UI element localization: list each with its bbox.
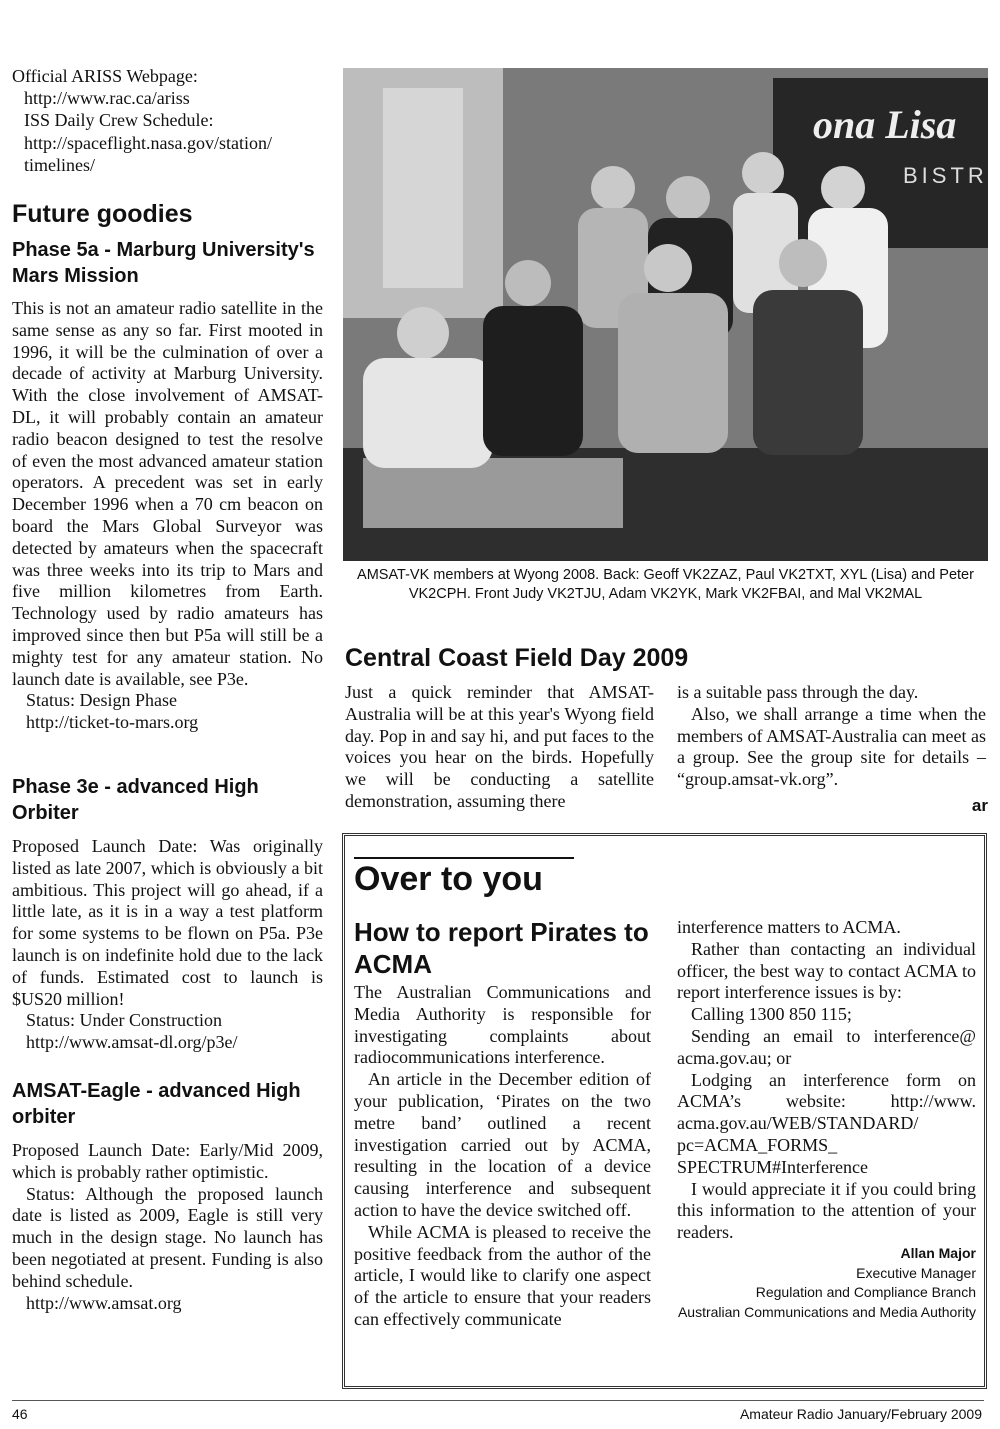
signature-org: Australian Communications and Media Authority: [677, 1303, 976, 1320]
footer-rule: [12, 1400, 984, 1401]
article-end-mark: ar: [971, 796, 988, 815]
eagle-url: http://www.amsat.org: [26, 1292, 182, 1313]
field-day-col2-b: Also, we shall arrange a time when the members of AMSAT-Australia can meet as a group. See the group site for details – “group.amsat-vk.org”.: [677, 703, 986, 790]
pirates-col1: [354, 982, 651, 1331]
pirates-c2-p0: interference matters to ACMA.: [677, 917, 901, 937]
pirates-c2-p4: Lodging an interference form on ACMA’s website: http://www. acma.gov.au/WEB/STANDARD/ pc=ACMA_FORMS_ SPECTRUM#Interference: [677, 1069, 976, 1177]
phase3e-body: Proposed Launch Date: Was originally listed as late 2007, which is obviously a bit ambitious. This project will go ahead, if a little late, as it is in a way a test platform for some systems to be flown on P5a. P3e launch is on indefinite hold due to the lack of funds. Estimated cost to launch is $US20 million!: [12, 836, 323, 1009]
phase5a-body: This is not an amateur radio satellite in the same sense as any so far. First mooted in 1996, it will be the culmination of over a decade of activity at Marburg University. With the close involvement of AMSAT-DL, it will probably contain an amateur radio beacon designed to test the resolve of even the most advanced amateur station operators. A precedent was set in early December 1996 when a 70 cm beacon on board the Mars Global Surveyor was detected by amateurs when the spacecraft was three weeks into its trip to Mars and five million kilometres from Earth. Technology used by radio amateurs has improved since then but P5a will still be a mighty test for any amateur station. No launch date is available, see P3e.: [12, 298, 323, 689]
field-day-heading: Central Coast Field Day 2009: [345, 644, 689, 672]
phase3e-status: Status: Under Construction: [26, 1010, 222, 1031]
ariss-label: Official ARISS Webpage:: [12, 66, 198, 86]
photo-caption: AMSAT-VK members at Wyong 2008. Back: Geoff VK2ZAZ, Paul VK2TXT, XYL (Lisa) and Peter VK2CPH. Front Judy VK2TJU, Adam VK2YK, Mark VK2FBAI, and Mal VK2MAL: [357, 567, 974, 602]
photo-sign-subtext: BISTR: [903, 163, 988, 188]
pirates-heading: How to report Pirates to ACMA: [354, 917, 649, 979]
eagle-section: [12, 1140, 323, 1314]
publication-title: Amateur Radio January/February 2009: [739, 1406, 982, 1422]
links-block: [12, 66, 324, 177]
field-day-col1-text: Just a quick reminder that AMSAT-Australia will be at this year's Wyong field day. Pop in and say hi, and put faces to the voices you hear on the birds. Hopefully we will be conducting a satellite demonstration, assuming there: [345, 682, 654, 811]
field-day-col2: [677, 682, 986, 791]
pirates-c2-p3: Sending an email to interference@ acma.gov.au; or: [677, 1025, 976, 1068]
phase3e-url: http://www.amsat-dl.org/p3e/: [26, 1032, 238, 1053]
pirates-c2-p5: I would appreciate it if you could bring this information to the attention of your readers.: [677, 1178, 976, 1243]
future-goodies-heading: Future goodies: [12, 200, 193, 228]
photo-sign-text: ona Lisa: [813, 102, 957, 147]
phase3e-heading: Phase 3e - advanced High Orbiter: [12, 776, 259, 824]
field-day-col1: [345, 682, 654, 813]
group-photo: [343, 68, 988, 561]
phase5a-heading: Phase 5a - Marburg University's Mars Mission: [12, 239, 315, 287]
group-photo-illustration: [343, 68, 988, 561]
pirates-c1-p3: While ACMA is pleased to receive the positive feedback from the author of the article, I would like to clarify one aspect of the article to ensure that your readers can effectively communicate: [354, 1221, 651, 1329]
eagle-body-1: Proposed Launch Date: Early/Mid 2009, which is probably rather optimistic.: [12, 1140, 323, 1182]
iss-schedule-label: ISS Daily Crew Schedule:: [24, 109, 214, 130]
phase5a-url: http://ticket-to-mars.org: [26, 712, 199, 733]
eagle-heading: AMSAT-Eagle - advanced High orbiter: [12, 1080, 301, 1128]
phase5a-section: [12, 298, 323, 734]
pirates-c1-p1: The Australian Communications and Media Authority is responsible for investigating complaints about radiocommunications interference.: [354, 982, 651, 1068]
pirates-col2: [677, 917, 976, 1244]
phase5a-status: Status: Design Phase: [26, 690, 177, 711]
pirates-c2-p2: Calling 1300 850 115;: [691, 1004, 852, 1025]
page-number: 46: [12, 1406, 28, 1422]
field-day-col2-a: is a suitable pass through the day.: [677, 682, 919, 702]
phase3e-section: [12, 836, 323, 1054]
pirates-c2-p1: Rather than contacting an individual officer, the best way to contact ACMA to report interference issues is by:: [677, 938, 976, 1003]
signature-block: [677, 1244, 976, 1322]
pirates-c1-p2: An article in the December edition of your publication, ‘Pirates on the two metre band’ outlined a recent investigation carried out by ACMA, resulting in the location of a device causing interference and subsequent action to have the device switched off.: [354, 1069, 651, 1220]
ariss-url: http://www.rac.ca/ariss: [24, 87, 190, 108]
iss-schedule-url: http://spaceflight.nasa.gov/station/ timelines/: [24, 133, 272, 176]
signature-branch: Regulation and Compliance Branch: [755, 1284, 976, 1300]
over-to-you-banner: Over to you: [354, 860, 543, 898]
signature-title: Executive Manager: [856, 1264, 976, 1281]
signature-name: Allan Major: [900, 1245, 976, 1261]
eagle-body-2: Status: Although the proposed launch date is listed as 2009, Eagle is still very much in the design stage. No launch has been negotiated at present. Funding is also behind schedule.: [12, 1183, 323, 1291]
